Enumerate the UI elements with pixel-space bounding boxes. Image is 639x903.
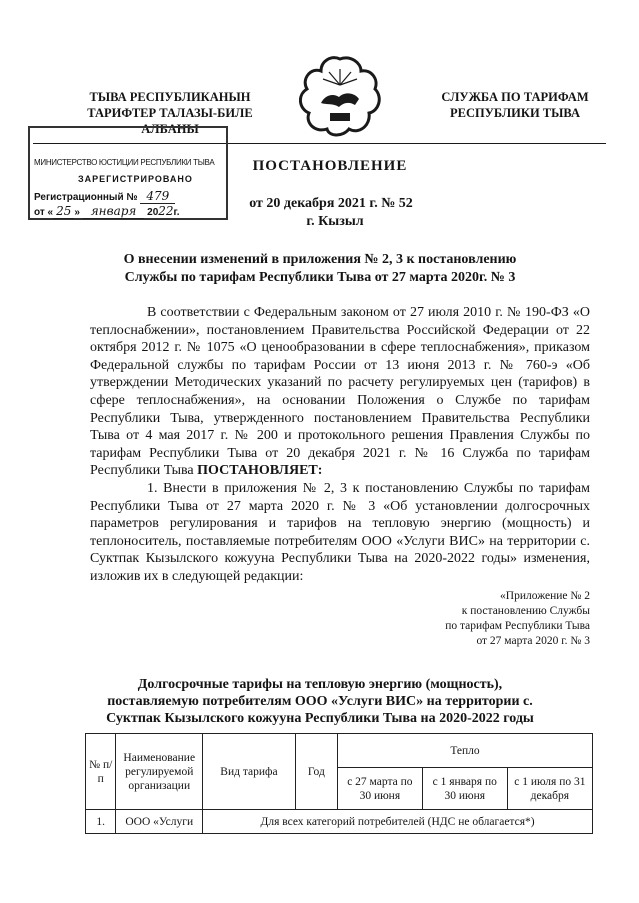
stamp-line1: МИНИСТЕРСТВО ЮСТИЦИИ РЕСПУБЛИКИ ТЫВА bbox=[34, 158, 215, 167]
stamp-date-year-end: г. bbox=[173, 207, 180, 218]
stamp-date-month: января bbox=[83, 204, 145, 219]
registration-stamp bbox=[28, 126, 228, 220]
header-right bbox=[420, 89, 610, 121]
table-title-line2: поставляемую потребителям ООО «Услуги ВИС» на территории с. bbox=[107, 694, 533, 709]
stamp-date-prefix: от « bbox=[34, 207, 54, 218]
appendix-ref bbox=[380, 589, 590, 649]
stamp-date-day: 25 bbox=[53, 204, 74, 219]
paragraph-2: 1. Внести в приложения № 2, 3 к постановлению Службы по тарифам Республики Тыва от 27 марта 2020 г. № 3 «Об установлении долгосрочных параметров регулирования и тарифов на тепловую энергию (мощность) и теплоноситель, поставляемые потребителям ООО «Услуги ВИС» на территории с. Суктпак Кызылского кожууна Республики Тыва на 2020-2022 годы» изменения, изложив их в следующей редакции: bbox=[90, 481, 590, 584]
col-org-header: Наименование регулируемой организации bbox=[116, 734, 203, 810]
col-kind-header: Вид тарифа bbox=[203, 734, 296, 810]
stamp-reg-number: 479 bbox=[140, 189, 175, 204]
doc-title-line1: О внесении изменений в приложения № 2, 3 к постановлению bbox=[123, 252, 517, 267]
doc-title-line2: Службы по тарифам Республики Тыва от 27 марта 2020г. № 3 bbox=[124, 270, 516, 285]
appendix-line3: по тарифам Республики Тыва bbox=[445, 620, 590, 632]
stamp-reg-row bbox=[34, 189, 175, 203]
header-right-line2: РЕСПУБЛИКИ ТЫВА bbox=[450, 106, 580, 120]
table-title-line3: Суктпак Кызылского кожууна Республики Тыва на 2020-2022 годы bbox=[106, 711, 534, 726]
col-sub2-header: с 1 января по 30 июня bbox=[422, 768, 507, 810]
header-right-line1: СЛУЖБА ПО ТАРИФАМ bbox=[441, 90, 589, 104]
table-row bbox=[86, 810, 593, 834]
row1-num: 1. bbox=[86, 810, 116, 834]
col-num-header: № п/п bbox=[86, 734, 116, 810]
paragraph-1-bold: ПОСТАНОВЛЯЕТ: bbox=[197, 463, 323, 479]
header-left-line1: ТЫВА РЕСПУБЛИКАНЫН bbox=[89, 90, 251, 104]
doc-date-line: от 20 декабря 2021 г. № 52 bbox=[249, 196, 413, 211]
row1-org: ООО «Услуги bbox=[116, 810, 203, 834]
stamp-reg-label: Регистрационный № bbox=[34, 192, 138, 203]
stamp-date-row bbox=[34, 204, 180, 218]
appendix-line2: к постановлению Службы bbox=[461, 605, 590, 617]
stamp-line2: ЗАРЕГИСТРИРОВАНО bbox=[78, 174, 193, 184]
header-left-line3: АЛБАНЫ bbox=[141, 122, 199, 136]
table-title bbox=[80, 676, 560, 727]
row1-note: Для всех категорий потребителей (НДС не облагается*) bbox=[203, 810, 593, 834]
table-title-line1: Долгосрочные тарифы на тепловую энергию (мощность), bbox=[137, 677, 503, 692]
paragraph-1-text: В соответствии с Федеральным законом от 27 июля 2010 г. № 190-ФЗ «О теплоснабжении», постановлением Правительства Российской Федерации от 22 октября 2012 г. № 1075 «О ценообразовании в сфере теплоснабжения», приказом Федеральной службы по тарифам России от 13 июня 2013 г. № 760-э «Об утверждении Методических указаний по расчету регулируемых цен (тарифов) в сфере теплоснабжения», на основании Положения о Службе по тарифам Республики Тыва, утвержденного постановлением Правительства Республики Тыва от 4 мая 2017 г. № 200 и протокольного решения Правления Службы по тарифам Республики Тыва от 20 декабря 2021 г. № 16 Служба по тарифам Республики Тыва bbox=[90, 305, 590, 479]
header-left-line2: ТАРИФТЕР ТАЛАЗЫ-БИЛЕ bbox=[87, 106, 253, 120]
doc-city: г. Кызыл bbox=[306, 214, 364, 229]
appendix-line1: «Приложение № 2 bbox=[500, 590, 590, 602]
appendix-line4: от 27 марта 2020 г. № 3 bbox=[476, 635, 590, 647]
stamp-date-mid: » bbox=[74, 207, 80, 218]
col-year-header: Год bbox=[295, 734, 337, 810]
tariff-table bbox=[85, 733, 593, 834]
col-sub3-header: с 1 июля по 31 декабря bbox=[507, 768, 592, 810]
stamp-date-year-prefix: 20 bbox=[147, 207, 159, 218]
emblem-icon bbox=[299, 55, 381, 139]
col-heat-header: Тепло bbox=[337, 734, 592, 768]
col-sub1-header: с 27 марта по 30 июня bbox=[337, 768, 422, 810]
doc-title bbox=[60, 251, 580, 287]
stamp-date-year-suffix: 22 bbox=[158, 204, 174, 218]
doc-type: ПОСТАНОВЛЕНИЕ bbox=[252, 158, 408, 174]
paragraph-1 bbox=[90, 304, 590, 480]
